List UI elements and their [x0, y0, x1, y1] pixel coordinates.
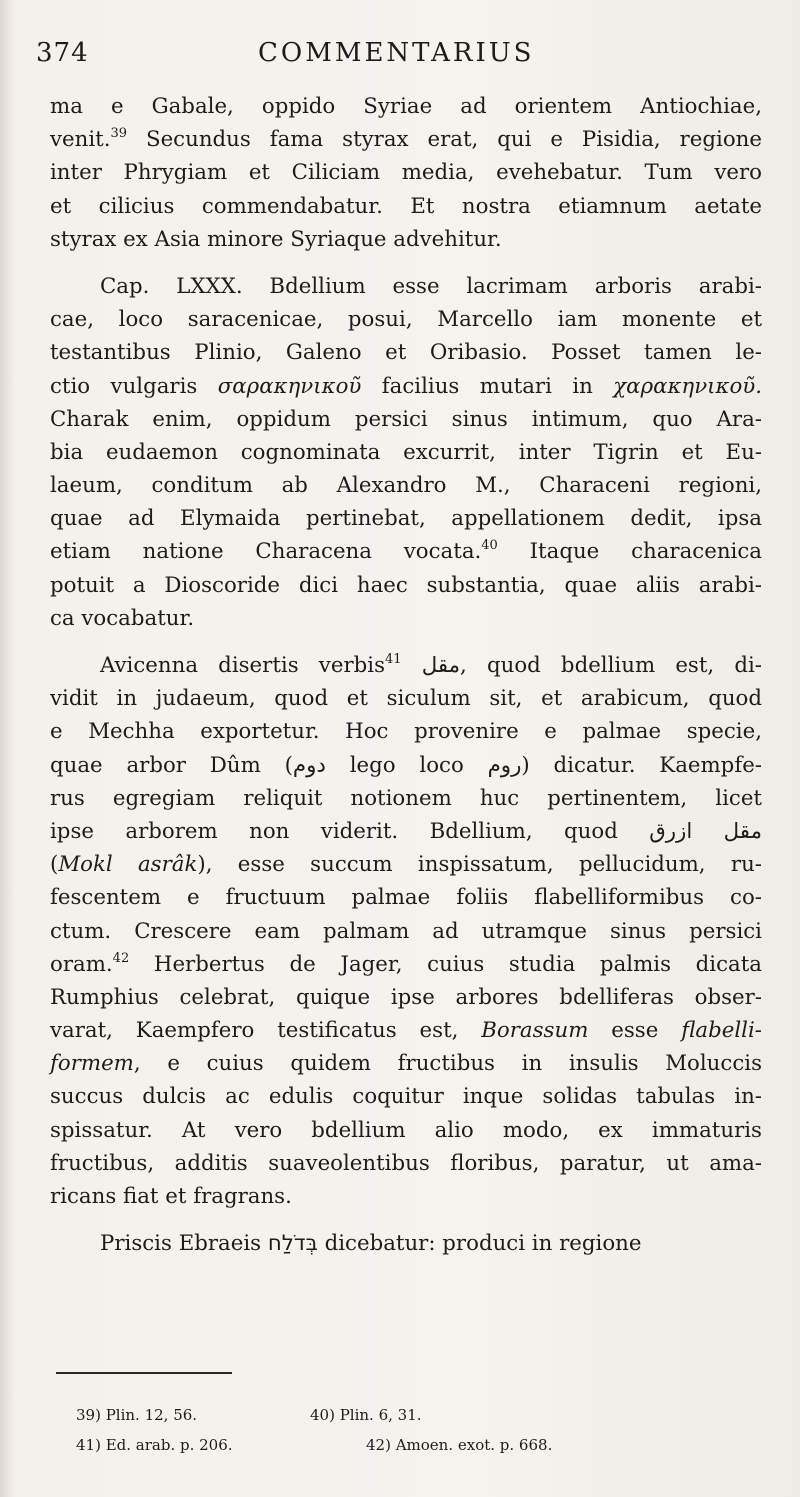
text-run: et cilicius commendabatur. Et nostra etiamnum aetate: [50, 193, 762, 219]
text-run: ), esse succum inspissatum, pellucidum, ru-: [197, 852, 762, 878]
text-run: ca vocabatur.: [50, 605, 195, 631]
text-run: testantibus Plinio, Galeno et Oribasio. Posset tamen le-: [50, 340, 762, 366]
footnote-rule: [56, 1372, 232, 1374]
arabic-word: مقل ازرق: [649, 818, 762, 844]
paragraph: [50, 90, 762, 256]
greek-word: χαρακηνικοῦ.: [613, 373, 762, 399]
text-line: [50, 403, 762, 436]
text-line: [50, 436, 762, 469]
text-run: cae, loco saracenicae, posui, Marcello iam monente et: [50, 307, 762, 333]
footnote-41: 41) Ed. arab. p. 206.: [76, 1436, 233, 1454]
text-line: [50, 1180, 762, 1213]
text-run: Itaque characenica: [497, 539, 762, 565]
italic-text: formem: [50, 1051, 134, 1077]
footnote-marker: 39: [110, 126, 128, 142]
text-line: [50, 90, 762, 123]
italic-text: Mokl asrâk: [58, 852, 198, 878]
footnote-39: 39) Plin. 12, 56.: [76, 1406, 198, 1424]
text-run: Charak enim, oppidum persici sinus intimum, quo Ara-: [50, 406, 762, 432]
text-run: Secundus fama styrax erat, qui e Pisidia, regione: [127, 127, 762, 153]
text-run: varat, Kaempfero testificatus est,: [50, 1018, 482, 1044]
text-line: [50, 749, 762, 782]
text-run: , quod bdellium est, di-: [460, 653, 762, 678]
text-line: [50, 1227, 762, 1260]
text-line: [50, 569, 762, 602]
text-run: potuit a Dioscoride dici haec substantia, quae aliis arabi-: [50, 572, 762, 598]
text-line: [50, 1014, 762, 1047]
paragraph: [50, 270, 762, 635]
text-run: venit.: [50, 127, 111, 153]
text-line: [50, 502, 762, 535]
text-run: succus dulcis ac edulis coquitur inque solidas tabulas in-: [50, 1084, 762, 1110]
text-line: [50, 535, 762, 568]
text-run: Avicenna disertis verbis: [100, 653, 385, 678]
text-run: vidit in judaeum, quod et siculum sit, et arabicum, quod: [50, 686, 762, 712]
page-number: 374: [36, 38, 89, 68]
text-run: ma e Gabale, oppido Syriae ad orientem Antiochiae,: [50, 94, 762, 119]
text-run: e Mechha exportetur. Hoc provenire e palmae specie,: [50, 719, 762, 745]
italic-text: flabelli-: [681, 1018, 762, 1044]
text-run: Rumphius celebrat, quique ipse arbores bdelliferas obser-: [50, 984, 762, 1010]
greek-word: σαρακηνικοῦ: [217, 373, 362, 399]
text-run: inter Phrygiam et Ciliciam media, evehebatur. Tum vero: [50, 160, 762, 186]
footnote-40: 40) Plin. 6, 31.: [310, 1406, 422, 1424]
footnote-marker: 42: [112, 950, 130, 966]
text-line: [50, 848, 762, 881]
text-line: [50, 469, 762, 502]
text-run: Cap. LXXX. Bdellium esse lacrimam arboris arabi-: [100, 273, 762, 299]
text-line: [50, 156, 762, 189]
text-run: dicebatur: produci in regione: [317, 1231, 642, 1257]
text-run: bia eudaemon cognominata excurrit, inter Tigrin et Eu-: [50, 439, 762, 465]
text-line: [50, 303, 762, 336]
text-run: ricans fiat et fragrans.: [50, 1184, 292, 1209]
paragraph-gap: [50, 256, 762, 270]
text-run: fructibus, additis suaveolentibus floribus, paratur, ut ama-: [50, 1150, 762, 1176]
text-run: quae ad Elymaida pertinebat, appellationem dedit, ipsa: [50, 506, 762, 532]
italic-text: Borassum: [481, 1018, 589, 1044]
text-line: [50, 336, 762, 369]
arabic-word: دوم: [292, 752, 326, 778]
text-run: etiam natione Characena vocata.: [50, 539, 482, 565]
footnote-marker: 41: [385, 652, 402, 667]
text-run: fescentem e fructuum palmae foliis flabelliformibus co-: [50, 885, 762, 911]
text-line: [50, 715, 762, 748]
text-run: oram.: [50, 951, 113, 977]
text-line: [50, 370, 762, 403]
text-line: [50, 682, 762, 715]
text-run: spissatur. At vero bdellium alio modo, ex immaturis: [50, 1117, 762, 1143]
text-line: [50, 649, 762, 682]
arabic-word: مقل: [421, 653, 461, 678]
paragraph: [50, 1227, 762, 1260]
text-line: [50, 602, 762, 635]
text-line: [50, 1047, 762, 1080]
text-run: rus egregiam reliquit notionem huc pertinentem, licet: [50, 785, 762, 811]
text-run: ctum. Crescere eam palmam ad utramque sinus persici: [50, 918, 762, 944]
body-text: [50, 90, 762, 1260]
text-run: ipse arborem non viderit. Bdellium, quod: [50, 818, 650, 844]
text-run: lego loco: [325, 752, 488, 778]
text-line: [50, 223, 762, 256]
text-run: quae arbor Dûm (: [50, 752, 293, 778]
text-run: , e cuius quidem fructibus in insulis Moluccis: [133, 1051, 762, 1077]
paragraph-gap: [50, 1213, 762, 1227]
text-line: [50, 815, 762, 848]
text-run: (: [50, 852, 59, 878]
text-run: laeum, conditum ab Alexandro M., Characeni regioni,: [50, 473, 762, 499]
text-line: [50, 782, 762, 815]
text-line: [50, 1114, 762, 1147]
text-line: [50, 1147, 762, 1180]
page-header: [36, 38, 760, 72]
paragraph: [50, 649, 762, 1213]
arabic-word: روم: [487, 752, 522, 778]
text-line: [50, 123, 762, 156]
text-run: esse: [588, 1018, 682, 1044]
text-run: Herbertus de Jager, cuius studia palmis dicata: [129, 951, 762, 977]
footnote-42: 42) Amoen. exot. p. 668.: [366, 1436, 553, 1454]
text-line: [50, 915, 762, 948]
text-run: Priscis Ebraeis: [100, 1231, 268, 1257]
text-line: [50, 981, 762, 1014]
text-run: styrax ex Asia minore Syriaque advehitur.: [50, 226, 502, 252]
text-line: [50, 270, 762, 303]
text-line: [50, 1080, 762, 1113]
text-run: ) dicatur. Kaempfe-: [521, 752, 762, 778]
text-line: [50, 190, 762, 223]
paragraph-gap: [50, 635, 762, 649]
footnote-marker: 40: [481, 538, 498, 554]
text-run: ctio vulgaris: [50, 373, 218, 399]
text-line: [50, 948, 762, 981]
text-run: facilius mutari in: [361, 373, 614, 399]
text-run: [402, 653, 422, 678]
hebrew-word: בְּדֹלַח: [267, 1231, 318, 1257]
text-line: [50, 881, 762, 914]
running-head: COMMENTARIUS: [258, 38, 535, 68]
